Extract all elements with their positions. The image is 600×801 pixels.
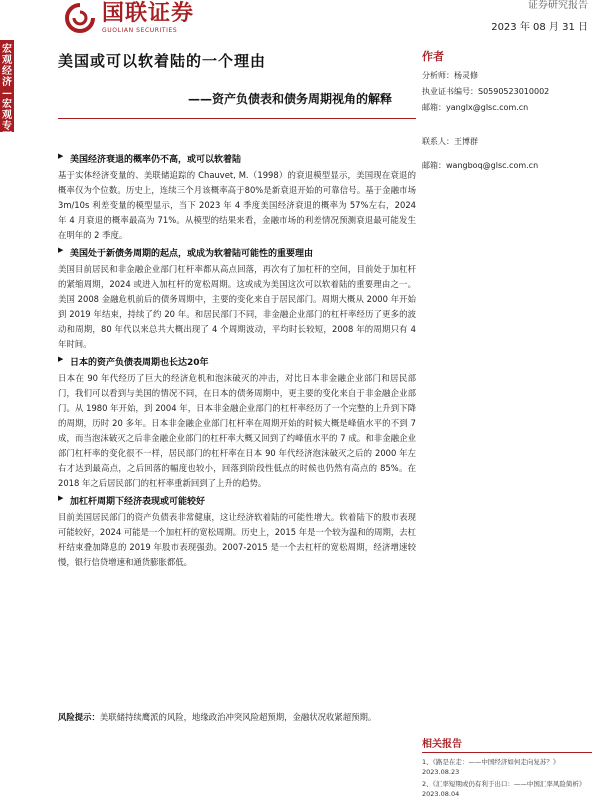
report-subtitle: ——资产负债表和债务周期视角的解释 (187, 92, 392, 106)
author-heading: 作者 (422, 50, 444, 63)
title-divider (58, 118, 416, 119)
summary-section (58, 152, 416, 243)
author-panel (422, 48, 592, 176)
section-body: 目前美国居民部门的资产负债表非常健康，这让经济软着陆的可能性增大。软着陆下的股市表现可能较好，2024 可能是一个加杠杆的宽松周期。历史上，2015 年是一个较为温和的周期，去杠杆结束叠加降息的 2019 年股市表现强劲。2007-2015 是一个去杠杆的宽松周期，经济增速较慢，银行信贷增速和通货膨胀都低。 (58, 512, 416, 567)
analyst-name: 分析师：杨灵修 (422, 71, 478, 80)
report-type-label: 证券研究报告 (528, 0, 588, 11)
section-heading: ▶ 美国经济衰退的概率仍不高，或可以软着陆 (70, 152, 416, 165)
summary-section (58, 246, 416, 352)
license-number: 执业证书编号：S0590523010002 (422, 87, 550, 96)
company-logo (62, 2, 194, 34)
section-body: 日本在 90 年代经历了巨大的经济危机和泡沫破灭的冲击，对比日本非金融企业部门和居民部门，我们可以看到与美国的情况不同，在日本的债务周期中，更主要的变化来自于非金融企业部门。从 1980 年开始，到 2004 年，日本非金融企业部门的杠杆率经历了一个完整的上升到下降的周期，历时 20 多年。日本非金融企业部门杠杆率在周期开始的时候大概是峰值水平的不到 7 成，而当泡沫破灭之后非金融企业部门的杠杆率大概又回到了约峰值水平的 7 成。和非金融企业部门杠杆率的变化很不一样，居民部门的杠杆率在日本 90 年代经济泡沫破灭之后的 2000 年左右才达到最高点，之后回落的幅度也较小，回落到阶段性低点的时候也仍然有高点的 85%。在 2018 年之后居民部门的杠杆率重新回到了上升的趋势。 (58, 373, 416, 488)
report-date: 2023 年 08 月 31 日 (491, 22, 588, 33)
contact-name: 联系人：王博群 (422, 137, 478, 146)
related-report-link[interactable]: 1、《路是在走：——中国经济如何走向复苏？》2023.08.23 (422, 758, 560, 776)
risk-text: 美联储持续鹰派的风险，地缘政治冲突风险超预期，金融状况收紧超预期。 (99, 712, 377, 722)
analyst-email[interactable]: 邮箱：yanglx@glsc.com.cn (422, 103, 529, 112)
section-heading: ▶ 日本的资产负债表周期也长达20年 (70, 355, 416, 368)
related-reports (422, 735, 592, 801)
logo-name-en: GUOLIAN SECURITIES (102, 27, 178, 34)
section-heading: ▶ 美国处于新债务周期的起点，或成为软着陆可能性的重要理由 (70, 246, 416, 259)
contact-email[interactable]: 邮箱：wangboq@glsc.com.cn (422, 161, 539, 170)
risk-warning (58, 710, 416, 724)
logo-name-cn: 国联证券 (102, 1, 195, 26)
report-title: 美国或可以软着陆的一个理由 (58, 52, 267, 70)
risk-label: 风险提示： (58, 712, 100, 722)
section-body: 基于实体经济变量的、美联储追踪的 Chauvet, M.（1998）的衰退模型显示，美国现在衰退的概率仅为个位数。历史上，连续三个月该概率高于80%是新衰退开始的可靠信号。基于金融市场 3m/10s 利差变量的模型显示，当下 2023 年 4 季度美国经济衰退的概率为 57%左右，2024 年 4 月衰退的概率最高为 71%。从模型的结果来看，金融市场的利差情况预测衰退最可能发生在明年的 2 季度。 (58, 170, 416, 240)
report-summary (58, 152, 416, 573)
section-body: 美国目前居民和非金融企业部门杠杆率都从高点回落，再次有了加杠杆的空间，目前处于加杠杆的紧缩周期，2024 或进入加杠杆的宽松周期。这或成为美国这次可以软着陆的重要理由之一。美国 2008 金融危机前后的债务周期中，主要的变化来自于居民部门。周期大概从 2000 年开始到 2019 年结束，持续了约 20 年。和居民部门不同，非金融企业部门的杠杆率经历了更多的波动和周期，80 年代以来总共大概出现了 4 个周期波动，平均时长较短，2008 年的周期只有 4 年时间。 (58, 264, 416, 349)
logo-mark-icon (62, 3, 98, 33)
summary-section (58, 355, 416, 491)
related-heading: 相关报告 (422, 735, 592, 753)
summary-section (58, 494, 416, 570)
category-label: 宏观经济—宏观专题 (2, 44, 12, 143)
related-report-link[interactable]: 2、《汇率短期或仍有利于出口：——中国汇率风险简析》2023.08.04 (422, 780, 586, 798)
section-heading: ▶ 加杠杆周期下经济表现或可能较好 (70, 494, 416, 507)
